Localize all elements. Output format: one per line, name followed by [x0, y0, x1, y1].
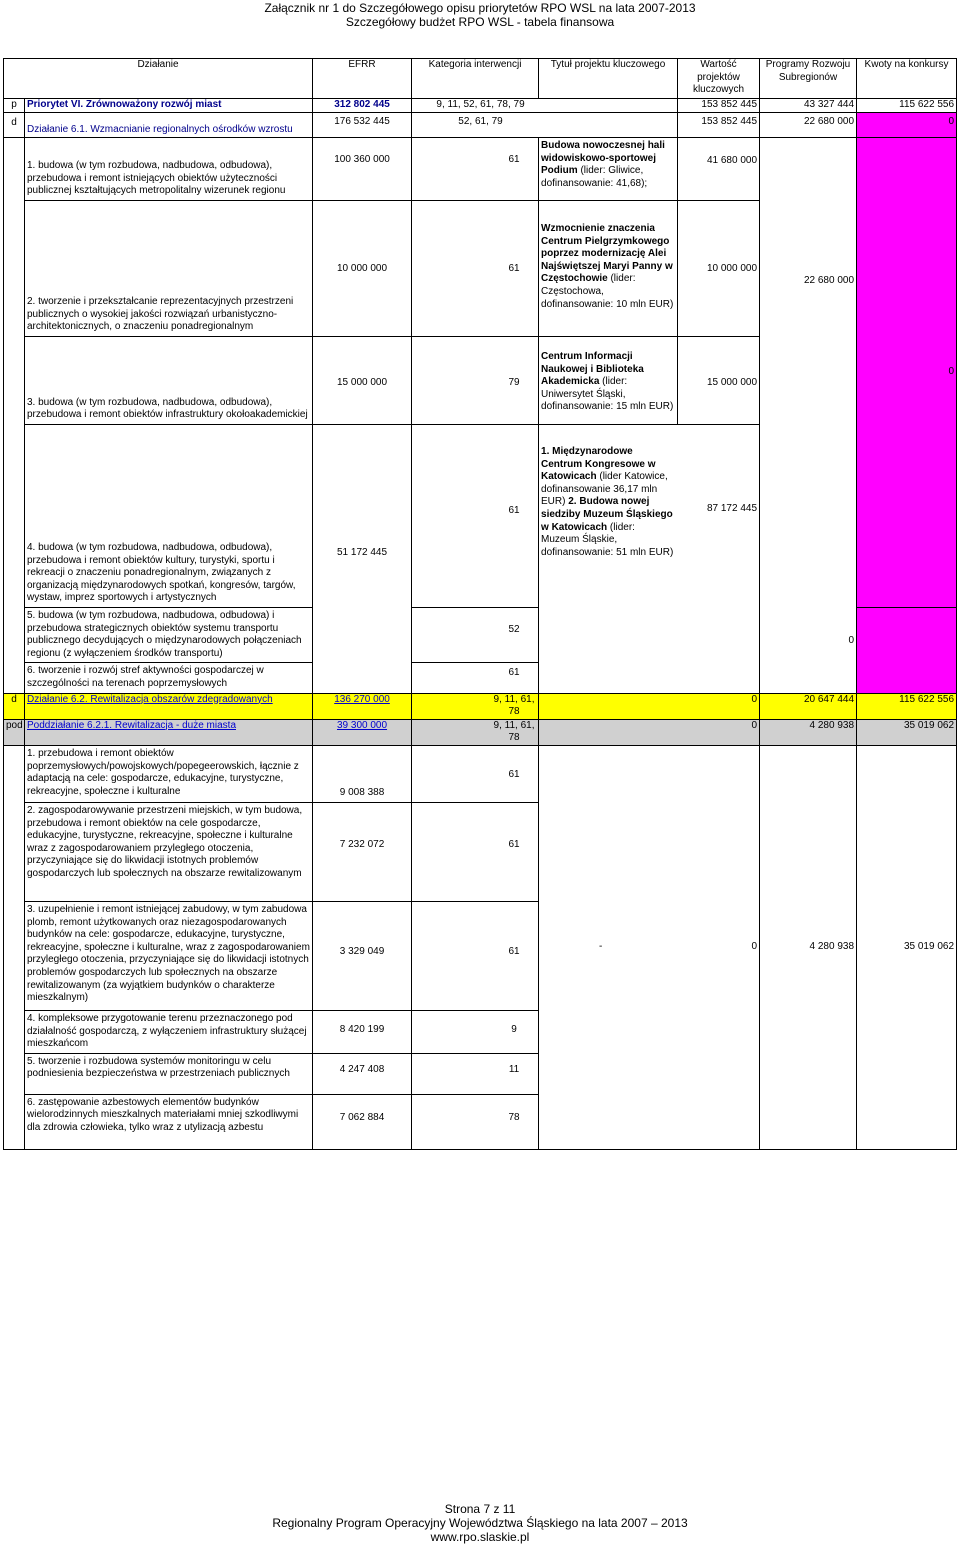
row-61-1-value: 41 680 000 [678, 138, 760, 201]
row-61-1-title-rest: (lider: Gliwice, dofinansowanie: 41,68); [541, 165, 648, 189]
row-61-1-title-bold: Budowa nowoczesnej hali widowiskowo-sportowej Podium [541, 140, 665, 177]
row-61-3-contests: 0 [857, 138, 957, 608]
table-row [4, 425, 957, 608]
row-61-1-title [539, 138, 678, 201]
row-621-6-desc: 6. zastępowanie azbestowych elementów budynków wielorodzinnych mieszkalnych materiałami mniej szkodliwymi dla zdrowia człowieka, tylko wraz z utylizacją azbestu [25, 1094, 313, 1149]
priority-code: p [4, 99, 25, 113]
sub-621-categories: 9, 11, 61, 78 [412, 719, 539, 745]
action-62-row [4, 693, 957, 719]
col-header-tytul: Tytuł projektu kluczowego [539, 59, 678, 99]
row-61-5-desc: 5. budowa (w tym rozbudowa, nadbudowa, odbudowa) i przebudowa strategicznych obiektów systemu transportu publicznego decydujących o międzynarodowych połączeniach regionu (z wyłączeniem środków transportu) [25, 608, 313, 663]
budget-table [3, 58, 957, 1150]
priority-efrr: 312 802 445 [313, 99, 412, 113]
row-61-4-title-b1: 1. Międzynarodowe Centrum Kongresowe w Katowicach [541, 446, 656, 483]
row-61-6-desc: 6. tworzenie i rozwój stref aktywności gospodarczej w szczególności na terenach poprzemysłowych [25, 663, 313, 693]
priority-row [4, 99, 957, 113]
row-61-6-cat: 61 [412, 663, 539, 693]
action-62-efrr: 136 270 000 [313, 693, 412, 719]
priority-categories: 9, 11, 52, 61, 78, 79 [412, 99, 678, 113]
footer-url[interactable]: www.rpo.slaskie.pl [430, 1530, 530, 1544]
row-621-5-desc: 5. tworzenie i rozbudowa systemów monitoringu w celu podniesienia bezpieczeństwa w przestrzeniach publicznych [25, 1053, 313, 1094]
table-row [4, 138, 957, 201]
sub-621-value: 0 [539, 719, 760, 745]
row-61-3-efrr: 15 000 000 [313, 337, 412, 425]
row-61-2-title-rest: (lider: Częstochowa, dofinansowanie: 10 mln EUR) [541, 273, 674, 310]
row-621-6-efrr: 7 062 884 [313, 1094, 412, 1149]
row-621-2-efrr: 7 232 072 [313, 802, 412, 901]
row-621-3-value: - [599, 941, 603, 953]
sub-621-row [4, 719, 957, 745]
row-61-4-title-r1: (lider Katowice, dofinansowanie 36,17 mln EUR) [541, 471, 668, 508]
action-61-name: Działanie 6.1. Wzmacnianie regionalnych ośrodków wzrostu [25, 113, 313, 138]
row-61-4-value: 87 172 445 [678, 425, 760, 694]
action-61-row [4, 113, 957, 138]
row-61-4-desc: 4. budowa (w tym rozbudowa, nadbudowa, odbudowa), przebudowa i remont obiektów kultury, turystyki, sportu i rekreacji o znaczeniu ponadregionalnym, związanych z organizacją międzynarodowych spotkań, kongresów, targów, wystaw, imprez sportowych i artystycznych [25, 425, 313, 608]
row-61-3-title-rest: (lider: Uniwersytet Śląski, dofinansowanie: 15 mln EUR) [541, 376, 674, 413]
action-61-contests: 0 [857, 113, 957, 138]
row-61-2-value: 10 000 000 [678, 201, 760, 337]
col-header-efrr: EFRR [313, 59, 412, 99]
action-61-value: 153 852 445 [678, 113, 760, 138]
row-61-3-cat: 79 [412, 337, 539, 425]
row-61-2-title [539, 201, 678, 337]
row-621-1-cat: 61 [412, 745, 539, 802]
sub-621-contests: 35 019 062 [857, 719, 957, 745]
row-621-1-efrr: 9 008 388 [313, 745, 412, 802]
priority-contests: 115 622 556 [857, 99, 957, 113]
row-621-3-zero: 0 [751, 941, 758, 953]
row-61-4-efrr: 51 172 445 [313, 425, 412, 694]
priority-value: 153 852 445 [678, 99, 760, 113]
header-row [4, 59, 957, 99]
row-621-5-efrr: 4 247 408 [313, 1053, 412, 1094]
sub-621-code: pod [4, 719, 25, 745]
row-61-4-title-b2: 2. Budowa nowej siedziby Muzeum Śląskiego w Katowicach [541, 496, 673, 533]
col-header-kwoty: Kwoty na konkursy [857, 59, 957, 99]
priority-subregions: 43 327 444 [760, 99, 857, 113]
row-61-2-efrr: 10 000 000 [313, 201, 412, 337]
priority-name: Priorytet VI. Zrównoważony rozwój miast [25, 99, 313, 113]
row-621-5-cat: 11 [412, 1053, 539, 1094]
footer-page-number: Strona 7 z 11 [444, 1502, 516, 1516]
row-61-5-cat: 52 [412, 608, 539, 663]
row-61-4-title-r2: (lider: Muzeum Śląskie, dofinansowanie: 51 mln EUR) [541, 521, 674, 558]
row-621-3-desc: 3. uzupełnienie i remont istniejącej zabudowy, w tym zabudowa plomb, remont użytkowanych oraz niezagospodarowanych budynków na cele: gospodarcze, edukacyjne, turystyczne, rekreacyjne, społeczne i kulturalne, wraz z zagospodarowaniem przyległego otoczenia, przyczyniające się do likwidacji istotnych problemów gospodarczych lub społecznych na obszarze rewitalizowanym (za wyjątkiem budynków o charakterze mieszkalnym) [25, 901, 313, 1010]
row-61-3-title [539, 337, 678, 425]
row-621-1-desc: 1. przebudowa i remont obiektów poprzemysłowych/powojskowych/popegeerowskich, łącznie z adaptacją na cele: gospodarcze, edukacyjne, turystyczne, rekreacyjne, społeczne i kulturalne [25, 745, 313, 802]
row-61-4-title [539, 425, 678, 694]
row-61-1-desc: 1. budowa (w tym rozbudowa, nadbudowa, odbudowa), przebudowa i remont istniejących obiektów użyteczności publicznej kształtujących metropolitalny wizerunek regionu [25, 138, 313, 201]
row-61-3-subregions: 22 680 000 [760, 138, 857, 425]
action-62-value: 0 [539, 693, 760, 719]
row-621-2-cat: 61 [412, 802, 539, 901]
row-621-3-efrr: 3 329 049 [313, 901, 412, 1010]
row-61-1-cat: 61 [412, 138, 539, 201]
row-61-2-cat: 61 [412, 201, 539, 337]
action-61-efrr: 176 532 445 [313, 113, 412, 138]
col-header-kategoria: Kategoria interwencji [412, 59, 539, 99]
row-621-4-desc: 4. kompleksowe przygotowanie terenu przeznaczonego pod działalność gospodarczą, z wyłączeniem infrastruktury służącej mieszkańcom [25, 1010, 313, 1053]
action-61-subregions: 22 680 000 [760, 113, 857, 138]
col-header-wartosc: Wartość projektów kluczowych [678, 59, 760, 99]
sub-621-efrr: 39 300 000 [313, 719, 412, 745]
row-61-2-desc: 2. tworzenie i przekształcanie reprezentacyjnych przestrzeni publicznych o wysokiej jakości rozwiązań urbanistyczno-architektonicznych, o znaczeniu ponadregionalnym [25, 201, 313, 337]
row-621-3-subregions: 4 280 938 [760, 745, 857, 1149]
row-61-4-cat: 61 [412, 425, 539, 608]
sub-621-name: Poddziałanie 6.2.1. Rewitalizacja - duże miasta [25, 719, 313, 745]
action-62-code: d [4, 693, 25, 719]
row-61-3-value: 15 000 000 [678, 337, 760, 425]
row-621-2-desc: 2. zagospodarowywanie przestrzeni miejskich, w tym budowa, przebudowa i remont obiektów na cele gospodarcze, edukacyjne, turystyczne, rekreacyjne, społeczne i kulturalne wraz z zagospodarowaniem przyległego otoczenia, przyczyniające się do likwidacji istotnych problemów gospodarczych lub społecznych na obszarze rewitalizowanym [25, 802, 313, 901]
row-61-3-desc: 3. budowa (w tym rozbudowa, nadbudowa, odbudowa), przebudowa i remont obiektów infrastruktury okołoakademickiej [25, 337, 313, 425]
footer-program-name: Regionalny Program Operacyjny Województwa Śląskiego na lata 2007 – 2013 [272, 1516, 688, 1530]
row-621-4-efrr: 8 420 199 [313, 1010, 412, 1053]
row-621-4-cat: 9 [412, 1010, 539, 1053]
action-61-categories: 52, 61, 79 [412, 113, 678, 138]
document-header-line1: Załącznik nr 1 do Szczegółowego opisu priorytetów RPO WSL na lata 2007-2013 [264, 1, 696, 15]
action-62-subregions: 20 647 444 [760, 693, 857, 719]
row-61-2-title-bold: Wzmocnienie znaczenia Centrum Pielgrzymkowego poprzez modernizację Alei Najświętszej Maryi Panny w Częstochowie [541, 223, 673, 285]
row-61-5-subregions: 0 [760, 425, 857, 694]
sub-621-subregions: 4 280 938 [760, 719, 857, 745]
col-header-programy: Programy Rozwoju Subregionów [760, 59, 857, 99]
action-61-code: d [4, 113, 25, 138]
row-61-1-efrr: 100 360 000 [313, 138, 412, 201]
action-62-name: Działanie 6.2. Rewitalizacja obszarów zdegradowanych [25, 693, 313, 719]
table-row [4, 745, 957, 802]
row-621-3-cat: 61 [412, 901, 539, 1010]
action-62-categories: 9, 11, 61, 78 [412, 693, 539, 719]
action-62-contests: 115 622 556 [857, 693, 957, 719]
row-621-3-contests: 35 019 062 [857, 745, 957, 1149]
row-621-6-cat: 78 [412, 1094, 539, 1149]
row-61-3-title-bold: Centrum Informacji Naukowej i Biblioteka Akademicka [541, 351, 644, 388]
document-header-line2: Szczegółowy budżet RPO WSL - tabela finansowa [345, 15, 615, 29]
col-header-dzialanie: Działanie [4, 59, 313, 99]
